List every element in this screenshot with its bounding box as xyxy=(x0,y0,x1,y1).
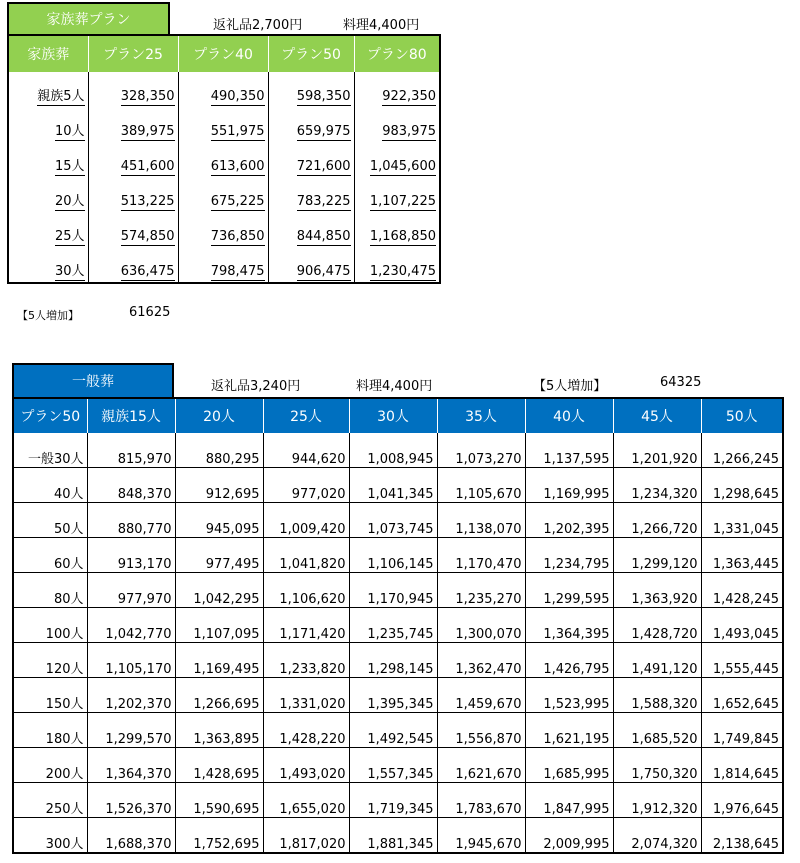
cell-text: 1,045,600 xyxy=(369,159,436,174)
cell-text: 721,600 xyxy=(296,159,351,174)
price-cell xyxy=(178,177,268,212)
price-cell: 1,459,670 xyxy=(437,678,525,713)
family-food-note: 料理4,400円 xyxy=(343,18,420,33)
price-cell xyxy=(268,177,354,212)
price-cell xyxy=(268,142,354,177)
cell-text: 10人 xyxy=(55,120,85,141)
price-cell: 2,009,995 xyxy=(525,818,613,854)
row-label: 250人 xyxy=(13,783,87,818)
price-cell: 977,970 xyxy=(87,573,175,608)
price-cell: 880,770 xyxy=(87,503,175,538)
row-label: 180人 xyxy=(13,713,87,748)
price-cell xyxy=(178,247,268,283)
price-cell: 1,042,295 xyxy=(175,573,263,608)
price-cell: 880,295 xyxy=(175,433,263,468)
price-cell: 1,234,320 xyxy=(613,468,701,503)
price-cell: 1,428,220 xyxy=(263,713,349,748)
price-cell xyxy=(354,107,440,142)
row-label xyxy=(8,107,88,142)
price-cell: 1,621,670 xyxy=(437,748,525,783)
price-cell: 1,235,745 xyxy=(349,608,437,643)
cell-text: 1,107,225 xyxy=(369,194,436,209)
price-cell: 1,976,645 xyxy=(701,783,783,818)
table-row xyxy=(13,468,783,503)
general-increment-label: 【5人増加】 xyxy=(533,379,607,394)
table-row xyxy=(13,538,783,573)
cell-text: 636,475 xyxy=(120,264,175,279)
price-cell xyxy=(354,247,440,283)
price-cell: 1,266,720 xyxy=(613,503,701,538)
row-label xyxy=(8,177,88,212)
row-label: 200人 xyxy=(13,748,87,783)
price-cell: 1,362,470 xyxy=(437,643,525,678)
table-row xyxy=(13,748,783,783)
table-row xyxy=(8,177,440,212)
price-cell: 1,138,070 xyxy=(437,503,525,538)
cell-text: 922,350 xyxy=(382,89,436,104)
price-cell xyxy=(354,177,440,212)
price-cell xyxy=(268,107,354,142)
row-label: 120人 xyxy=(13,643,87,678)
cell-text: 574,850 xyxy=(120,229,175,244)
price-cell: 1,331,045 xyxy=(701,503,783,538)
row-label: 150人 xyxy=(13,678,87,713)
general-plan-title: 一般葬 xyxy=(12,363,174,397)
price-cell: 1,817,020 xyxy=(263,818,349,854)
price-cell xyxy=(178,212,268,247)
price-cell: 1,557,345 xyxy=(349,748,437,783)
price-cell xyxy=(88,107,178,142)
header-row xyxy=(8,35,440,72)
price-cell: 1,169,495 xyxy=(175,643,263,678)
cell-text: 親族5人 xyxy=(37,85,84,106)
row-label xyxy=(8,72,88,107)
general-gift-note: 返礼品3,240円 xyxy=(211,379,301,394)
price-cell: 912,695 xyxy=(175,468,263,503)
price-cell: 1,750,320 xyxy=(613,748,701,783)
row-label: 一般30人 xyxy=(13,433,87,468)
cell-text: 551,975 xyxy=(210,124,265,139)
table-row xyxy=(13,608,783,643)
price-cell: 1,009,420 xyxy=(263,503,349,538)
price-cell: 1,493,045 xyxy=(701,608,783,643)
price-cell: 1,588,320 xyxy=(613,678,701,713)
price-cell xyxy=(354,72,440,107)
price-cell: 945,095 xyxy=(175,503,263,538)
row-label: 60人 xyxy=(13,538,87,573)
price-cell: 1,783,670 xyxy=(437,783,525,818)
price-cell: 1,847,995 xyxy=(525,783,613,818)
price-cell: 1,202,395 xyxy=(525,503,613,538)
price-cell xyxy=(88,177,178,212)
price-cell: 1,008,945 xyxy=(349,433,437,468)
cell-text: 798,475 xyxy=(210,264,265,279)
price-cell: 1,041,345 xyxy=(349,468,437,503)
table-row xyxy=(13,643,783,678)
price-cell: 1,234,795 xyxy=(525,538,613,573)
price-cell: 2,138,645 xyxy=(701,818,783,854)
cell-text: 490,350 xyxy=(210,89,265,104)
price-cell: 1,298,645 xyxy=(701,468,783,503)
price-cell: 1,652,645 xyxy=(701,678,783,713)
table-row xyxy=(13,713,783,748)
price-cell: 1,685,995 xyxy=(525,748,613,783)
general-food-note: 料理4,400円 xyxy=(356,379,433,394)
family-gift-note: 返礼品2,700円 xyxy=(213,18,303,33)
family-plan-table xyxy=(7,34,441,284)
price-cell: 1,621,195 xyxy=(525,713,613,748)
cell-text: 783,225 xyxy=(296,194,351,209)
price-cell: 1,814,645 xyxy=(701,748,783,783)
column-header: プラン50 xyxy=(268,35,354,72)
row-label: 40人 xyxy=(13,468,87,503)
price-cell: 1,555,445 xyxy=(701,643,783,678)
header-row xyxy=(13,398,783,433)
column-header: 親族15人 xyxy=(87,398,175,433)
price-cell xyxy=(354,142,440,177)
price-cell: 1,266,245 xyxy=(701,433,783,468)
row-label: 80人 xyxy=(13,573,87,608)
column-header: プラン25 xyxy=(88,35,178,72)
price-cell: 1,106,145 xyxy=(349,538,437,573)
cell-text: 983,975 xyxy=(382,124,436,139)
price-cell: 848,370 xyxy=(87,468,175,503)
table-row xyxy=(13,678,783,713)
price-cell: 1,491,120 xyxy=(613,643,701,678)
cell-text: 613,600 xyxy=(210,159,265,174)
price-cell: 977,020 xyxy=(263,468,349,503)
price-cell: 1,041,820 xyxy=(263,538,349,573)
column-header: 30人 xyxy=(349,398,437,433)
price-cell: 913,170 xyxy=(87,538,175,573)
price-cell: 1,363,445 xyxy=(701,538,783,573)
price-cell: 1,428,245 xyxy=(701,573,783,608)
table-row xyxy=(8,142,440,177)
row-label: 300人 xyxy=(45,837,84,852)
price-cell: 1,749,845 xyxy=(701,713,783,748)
price-cell: 1,556,870 xyxy=(437,713,525,748)
price-cell: 1,426,795 xyxy=(525,643,613,678)
price-cell xyxy=(178,142,268,177)
cell-text: 15人 xyxy=(55,155,85,176)
cell-text: 389,975 xyxy=(120,124,175,139)
price-cell: 1,655,020 xyxy=(263,783,349,818)
price-cell: 1,107,095 xyxy=(175,608,263,643)
cell-text: 20人 xyxy=(55,190,85,211)
price-cell: 1,752,695 xyxy=(175,818,263,854)
row-label xyxy=(8,142,88,177)
table-row xyxy=(8,72,440,107)
column-header: 50人 xyxy=(701,398,783,433)
table-row xyxy=(13,818,783,854)
price-cell: 1,912,320 xyxy=(613,783,701,818)
row-label xyxy=(8,247,88,283)
cell-text: 513,225 xyxy=(120,194,175,209)
column-header: プラン40 xyxy=(178,35,268,72)
family-increment-label: 【5人増加】 xyxy=(17,309,79,322)
price-cell: 1,590,695 xyxy=(175,783,263,818)
cell-text: 844,850 xyxy=(296,229,351,244)
price-cell: 1,233,820 xyxy=(263,643,349,678)
price-cell xyxy=(354,212,440,247)
cell-text: 451,600 xyxy=(120,159,175,174)
cell-text: 30人 xyxy=(55,260,85,281)
price-cell: 1,202,370 xyxy=(87,678,175,713)
price-cell: 1,170,470 xyxy=(437,538,525,573)
price-cell xyxy=(88,212,178,247)
column-header: 45人 xyxy=(613,398,701,433)
price-cell: 1,331,020 xyxy=(263,678,349,713)
price-cell: 1,266,695 xyxy=(175,678,263,713)
price-cell: 1,106,620 xyxy=(263,573,349,608)
price-cell: 1,170,945 xyxy=(349,573,437,608)
cell-text: 906,475 xyxy=(296,264,351,279)
table-row xyxy=(8,247,440,283)
price-cell xyxy=(268,72,354,107)
column-header: 20人 xyxy=(175,398,263,433)
price-cell xyxy=(88,142,178,177)
table-row xyxy=(13,503,783,538)
row-label: 50人 xyxy=(13,503,87,538)
price-cell: 1,523,995 xyxy=(525,678,613,713)
cell-text: 1,168,850 xyxy=(369,229,436,244)
family-plan-title: 家族葬プラン xyxy=(7,2,170,34)
cell-text: 598,350 xyxy=(296,89,351,104)
price-cell: 1,105,170 xyxy=(87,643,175,678)
table-row xyxy=(13,783,783,818)
price-cell: 1,299,595 xyxy=(525,573,613,608)
price-cell: 1,169,995 xyxy=(525,468,613,503)
price-cell: 1,364,370 xyxy=(87,748,175,783)
price-cell xyxy=(88,72,178,107)
price-cell: 1,299,120 xyxy=(613,538,701,573)
price-cell: 1,073,745 xyxy=(349,503,437,538)
price-cell: 977,495 xyxy=(175,538,263,573)
cell-text: 25人 xyxy=(55,225,85,246)
price-cell: 1,945,670 xyxy=(437,818,525,854)
price-cell: 1,493,020 xyxy=(263,748,349,783)
price-cell: 1,363,895 xyxy=(175,713,263,748)
column-header: 40人 xyxy=(525,398,613,433)
column-header: プラン50 xyxy=(13,398,87,433)
column-header: 25人 xyxy=(263,398,349,433)
table-row xyxy=(8,107,440,142)
price-cell xyxy=(268,212,354,247)
price-cell: 1,298,145 xyxy=(349,643,437,678)
price-cell xyxy=(178,72,268,107)
price-cell: 2,074,320 xyxy=(613,818,701,854)
price-cell: 1,428,720 xyxy=(613,608,701,643)
price-cell: 815,970 xyxy=(87,433,175,468)
column-header: 35人 xyxy=(437,398,525,433)
price-cell xyxy=(178,107,268,142)
price-cell xyxy=(88,247,178,283)
price-cell: 1,137,595 xyxy=(525,433,613,468)
price-cell: 1,685,520 xyxy=(613,713,701,748)
general-increment-value: 64325 xyxy=(660,375,702,390)
price-cell: 1,395,345 xyxy=(349,678,437,713)
price-cell: 1,299,570 xyxy=(87,713,175,748)
column-header: 家族葬 xyxy=(8,35,88,72)
price-cell: 1,235,270 xyxy=(437,573,525,608)
price-cell: 1,492,545 xyxy=(349,713,437,748)
general-plan-table xyxy=(12,397,784,854)
price-cell: 1,688,370 xyxy=(87,818,175,854)
price-cell xyxy=(268,247,354,283)
price-cell: 1,171,420 xyxy=(263,608,349,643)
price-cell: 1,201,920 xyxy=(613,433,701,468)
cell-text: 328,350 xyxy=(120,89,175,104)
family-increment-value: 61625 xyxy=(129,305,171,320)
table-row xyxy=(13,433,783,468)
price-cell: 1,719,345 xyxy=(349,783,437,818)
price-cell: 1,428,695 xyxy=(175,748,263,783)
row-label: 100人 xyxy=(13,608,87,643)
price-cell: 1,526,370 xyxy=(87,783,175,818)
price-cell: 1,042,770 xyxy=(87,608,175,643)
price-cell: 944,620 xyxy=(263,433,349,468)
cell-text: 736,850 xyxy=(210,229,265,244)
table-row xyxy=(13,573,783,608)
price-cell: 1,073,270 xyxy=(437,433,525,468)
cell-text: 675,225 xyxy=(210,194,265,209)
price-cell: 1,300,070 xyxy=(437,608,525,643)
row-label xyxy=(8,212,88,247)
cell-text: 659,975 xyxy=(296,124,351,139)
price-cell: 1,105,670 xyxy=(437,468,525,503)
price-cell: 1,363,920 xyxy=(613,573,701,608)
table-row xyxy=(8,212,440,247)
cell-text: 1,230,475 xyxy=(369,264,436,279)
price-cell: 1,881,345 xyxy=(349,818,437,854)
price-cell: 1,364,395 xyxy=(525,608,613,643)
column-header: プラン80 xyxy=(354,35,440,72)
